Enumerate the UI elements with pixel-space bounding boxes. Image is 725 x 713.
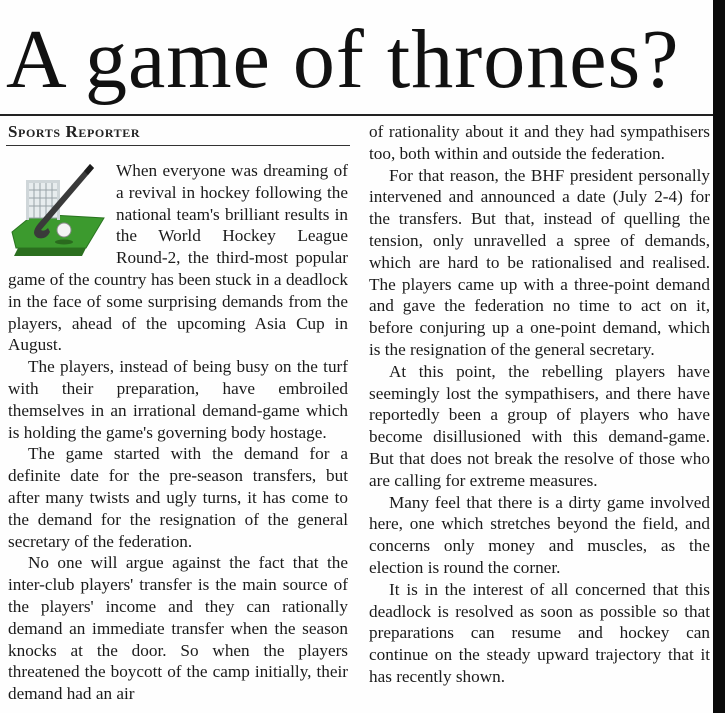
hockey-stick-ball-goal-icon	[8, 162, 108, 258]
paragraph: Many feel that there is a dirty game involved here, one which stretches beyond the field, and concerns only money and muscles, as the election is round the corner.	[369, 492, 710, 577]
paragraph: At this point, the rebelling players have seemingly lost the sympathisers, and there have reportedly been a group of players who have become disillusioned with this demand-game. But that does not break the resolve of those who are calling for extreme measures.	[369, 361, 710, 490]
article-column-right	[369, 121, 710, 688]
page-edge-bar	[713, 0, 725, 713]
paragraph: For that reason, the BHF president personally intervened and announced a date (July 2-4) for the transfers. But that, instead of quelling the tension, only unravelled a spree of demands, which are hard to be rationalised and realised. The players came up with a three-point demand and gave the federation no time to act on it, before conjuring up a one-point demand, which is the resignation of the general secretary.	[369, 165, 710, 359]
headline-rule	[0, 114, 713, 116]
paragraph: No one will argue against the fact that the inter-club players' transfer is the main source of the players' income and they can rationally demand an immediate transfer when the season knocks at the door. So when the players threatened the boycott of the camp initially, their demand had an air	[8, 553, 348, 704]
paragraph: The game started with the demand for a definite date for the pre-season transfers, but after many twists and ugly turns, it has come to the demand for the resignation of the general secretary of the federation.	[8, 444, 348, 551]
paragraph: It is in the interest of all concerned that this deadlock is resolved as soon as possible so that preparations can resume and hockey can continue on the steady upward trajectory that it has recently shown.	[369, 579, 710, 686]
article-column-left	[8, 160, 348, 705]
headline: A game of thrones?	[6, 13, 680, 106]
byline-rule	[6, 145, 350, 146]
paragraph: When everyone was dreaming of a revival in hockey following the national team's brilliant results in the World Hockey League Round-2, the third-most popular game of the country has been stuck in a deadlock in the face of some surprising demands from the players, ahead of the upcoming Asia Cup in August.	[8, 161, 348, 355]
paragraph: of rationality about it and they had sympathisers too, both within and outside the federation.	[369, 122, 710, 163]
byline: Sports Reporter	[8, 122, 141, 141]
paragraph: The players, instead of being busy on the turf with their preparation, have embroiled themselves in an irrational demand-game which is holding the game's governing body hostage.	[8, 357, 348, 442]
